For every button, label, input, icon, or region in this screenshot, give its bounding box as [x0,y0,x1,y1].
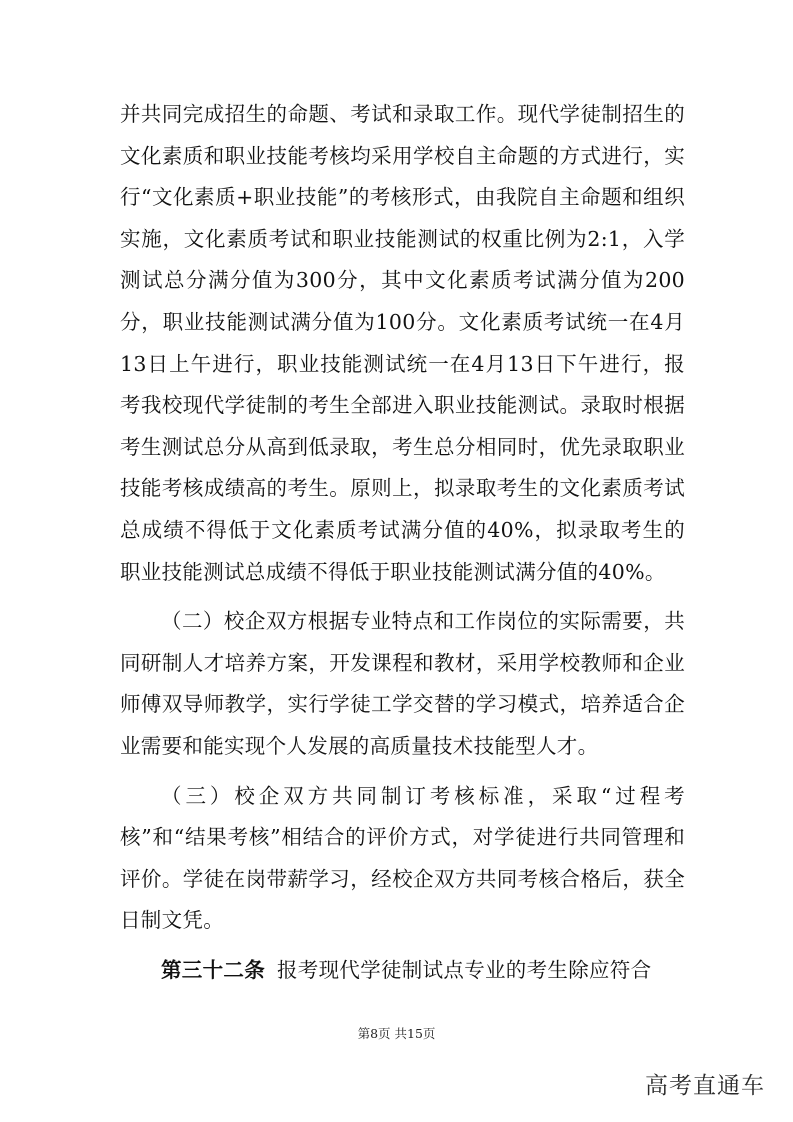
article-heading: 第三十二条 [161,957,265,982]
document-body [120,94,685,991]
article-text: 报考现代学徒制试点专业的考生除应符合 [277,957,652,982]
article-32 [120,950,685,992]
paragraph-admission-exam: 并共同完成招生的命题、考试和录取工作。现代学徒制招生的文化素质和职业技能考核均采用学校自主命题的方式进行，实行“文化素质+职业技能”的考核形式，由我院自主命题和组织实施，文化素质考试和职业技能测试的权重比例为2:1，入学测试总分满分值为300分，其中文化素质考试满分值为200分，职业技能测试满分值为100分。文化素质考试统一在4月13日上午进行，职业技能测试统一在4月13日下午进行，报考我校现代学徒制的考生全部进入职业技能测试。录取时根据考生测试总分从高到低录取，考生总分相同时，优先录取职业技能考核成绩高的考生。原则上，拟录取考生的文化素质考试总成绩不得低于文化素质考试满分值的40%，拟录取考生的职业技能测试总成绩不得低于职业技能测试满分值的40%。 [120,102,685,584]
paragraph-item-3: （三）校企双方共同制订考核标准，采取“过程考核”和“结果考核”相结合的评价方式，对学徒进行共同管理和评价。学徒在岗带薪学习，经校企双方共同考核合格后，获全日制文凭。 [120,783,685,933]
paragraph-item-2: （二）校企双方根据专业特点和工作岗位的实际需要，共同研制人才培养方案，开发课程和教材，采用学校教师和企业师傅双导师教学，实行学徒工学交替的学习模式，培养适合企业需要和能实现个人发展的高质量技术技能型人才。 [120,609,685,758]
page-footer: 第8页 共15页 [357,1026,436,1041]
watermark-text: 高考直通车 [645,1073,765,1099]
